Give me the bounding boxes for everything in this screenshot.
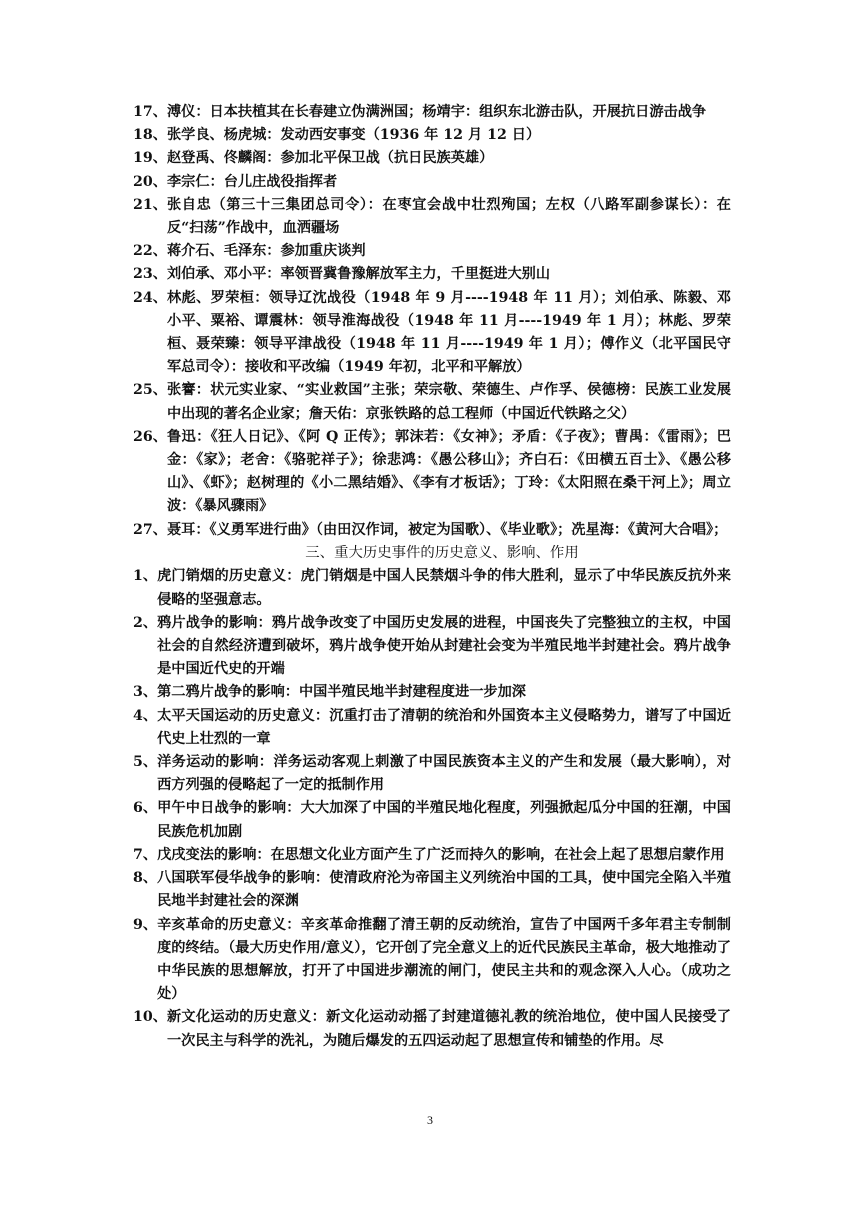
list-item — [133, 426, 731, 519]
item-number: 26、 — [133, 428, 167, 445]
item-number: 7、 — [133, 846, 158, 863]
list-item — [133, 612, 731, 682]
document-body — [133, 101, 731, 1053]
list-item — [133, 171, 731, 194]
item-text: 虎门销烟的历史意义：虎门销烟是中国人民禁烟斗争的伟大胜利，显示了中华民族反抗外来侵略的坚强意志。 — [157, 568, 731, 608]
item-number: 4、 — [133, 707, 158, 724]
item-text: 李宗仁：台儿庄战役指挥者 — [166, 173, 338, 190]
list-item — [133, 101, 731, 124]
list-item — [133, 519, 731, 542]
list-item — [133, 240, 731, 263]
item-text: 鲁迅：《狂人日记》、《阿 Q 正传》；郭沫若：《女神》；矛盾：《子夜》；曹禺：《雷雨》；巴金：《家》；老舍：《骆驼祥子》；徐悲鸿：《愚公移山》；齐白石：《田横五百士》、《愚公移山》、《虾》；赵树理的《小二黑结婚》、《李有才板话》；丁玲：《太阳照在桑干河上》；周立波：《暴风骤雨》 — [166, 428, 731, 515]
list-item — [133, 751, 731, 797]
item-number: 9、 — [133, 916, 158, 933]
list-item — [133, 705, 731, 751]
item-text: 太平天国运动的历史意义：沉重打击了清朝的统治和外国资本主义侵略势力，谱写了中国近代史上壮烈的一章 — [157, 707, 731, 747]
item-number: 17、 — [133, 104, 167, 120]
item-number: 5、 — [133, 754, 158, 771]
item-text: 八国联军侵华战争的影响：使清政府沦为帝国主义列统治中国的工具，使中国完全陷入半殖民地半封建社会的深渊 — [157, 870, 731, 910]
list-item — [133, 287, 731, 380]
item-text: 张学良、杨虎城：发动西安事变（1936 年 12 月 12 日） — [166, 127, 541, 144]
item-text: 洋务运动的影响：洋务运动客观上刺激了中国民族资本主义的产生和发展（最大影响），对西方列强的侵略起了一定的抵制作用 — [157, 754, 731, 794]
list-item — [133, 194, 731, 240]
item-text: 鸦片战争的影响：鸦片战争改变了中国历史发展的进程，中国丧失了完整独立的主权，中国社会的自然经济遭到破坏，鸦片战争使开始从封建社会变为半殖民地半封建社会。鸦片战争是中国近代史的开端 — [157, 614, 731, 678]
list-item — [133, 844, 731, 867]
item-text: 第二鸦片战争的影响：中国半殖民地半封建程度进一步加深 — [157, 684, 526, 701]
item-number: 21、 — [133, 196, 167, 213]
item-number: 10、 — [133, 1009, 167, 1026]
list-item — [133, 681, 731, 704]
list-item — [133, 379, 731, 425]
people-list — [133, 101, 731, 542]
page-number: 3 — [427, 1113, 433, 1127]
item-number: 18、 — [133, 127, 167, 144]
item-number: 8、 — [133, 870, 158, 887]
item-text: 戊戌变法的影响：在思想文化业方面产生了广泛而持久的影响，在社会上起了思想启蒙作用 — [157, 846, 725, 863]
item-number: 24、 — [133, 289, 167, 306]
list-item — [133, 565, 731, 611]
list-item — [133, 867, 731, 913]
item-text: 溥仪：日本扶植其在长春建立伪满洲国；杨靖宇：组织东北游击队，开展抗日游击战争 — [166, 104, 707, 120]
item-text: 聂耳：《义勇军进行曲》（由田汉作词，被定为国歌）、《毕业歌》；冼星海：《黄河大合唱》； — [166, 521, 728, 538]
item-text: 林彪、罗荣桓：领导辽沈战役（1948 年 9 月----1948 年 11 月）；刘伯承、陈毅、邓小平、粟裕、谭震林：领导淮海战役（1948 年 11 月----1949 年 1 月）；林彪、罗荣桓、聂荣臻：领导平津战役（1948 年 11 月----1949 年 1 月）；傅作义（北平国民守军总司令）：接收和平改编（1949 年初，北平和平解放） — [166, 289, 731, 376]
list-item — [133, 147, 731, 170]
item-text: 蒋介石、毛泽东：参加重庆谈判 — [166, 243, 366, 260]
item-number: 20、 — [133, 173, 167, 190]
item-text: 新文化运动的历史意义：新文化运动动摇了封建道德礼教的统治地位，使中国人民接受了一次民主与科学的洗礼，为随后爆发的五四运动起了思想宣传和铺垫的作用。尽 — [166, 1009, 731, 1049]
item-number: 25、 — [133, 382, 167, 399]
item-number: 1、 — [133, 568, 158, 585]
item-text: 辛亥革命的历史意义：辛亥革命推翻了清王朝的反动统治，宣告了中国两千多年君主专制制度的终结。（最大历史作用/意义），它开创了完全意义上的近代民族民主革命，极大地推动了中华民族的思想解放，打开了中国进步潮流的闸门，使民主共和的观念深入人心。（成功之处） — [157, 916, 731, 1003]
item-text: 甲午中日战争的影响：大大加深了中国的半殖民地化程度，列强掀起瓜分中国的狂潮，中国民族危机加剧 — [157, 800, 731, 840]
item-number: 23、 — [133, 266, 167, 283]
item-number: 27、 — [133, 521, 167, 538]
item-number: 2、 — [133, 614, 158, 631]
list-item — [133, 914, 731, 1007]
list-item — [133, 797, 731, 843]
list-item — [133, 1006, 731, 1052]
item-text: 赵登禹、佟麟阁：参加北平保卫战（抗日民族英雄） — [166, 150, 494, 167]
section-heading: 三、重大历史事件的历史意义、影响、作用 — [305, 544, 579, 561]
item-number: 22、 — [133, 243, 167, 260]
item-number: 19、 — [133, 150, 167, 167]
item-text: 张謇：状元实业家、“实业救国”主张；荣宗敬、荣德生、卢作孚、侯德榜：民族工业发展中出现的著名企业家；詹天佑：京张铁路的总工程师（中国近代铁路之父） — [166, 382, 731, 422]
item-number: 6、 — [133, 800, 158, 817]
list-item — [133, 263, 731, 286]
item-text: 张自忠（第三十三集团总司令）：在枣宜会战中壮烈殉国；左权（八路军副参谋长）：在反“扫荡”作战中，血洒疆场 — [166, 196, 731, 237]
item-text: 刘伯承、邓小平：率领晋冀鲁豫解放军主力，千里挺进大别山 — [166, 266, 551, 283]
list-item — [133, 124, 731, 147]
events-list — [133, 565, 731, 1052]
item-number: 3、 — [133, 684, 158, 701]
